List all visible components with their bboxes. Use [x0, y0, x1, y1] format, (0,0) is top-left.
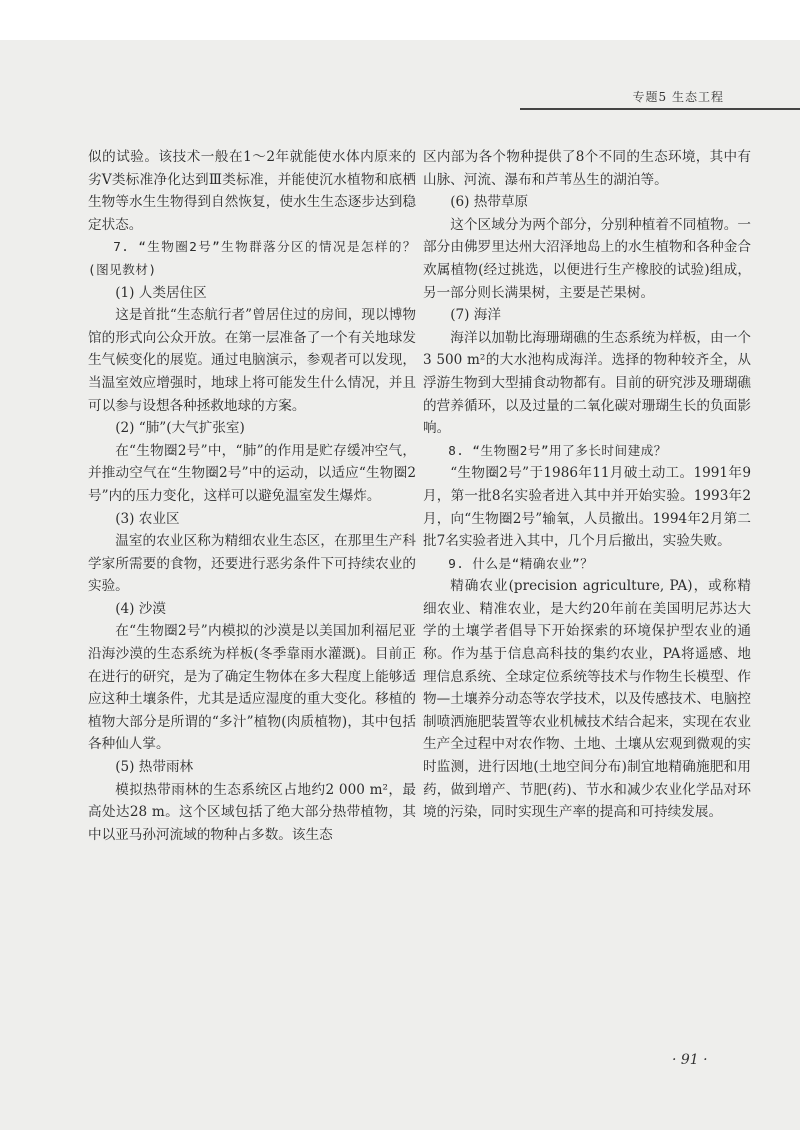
paragraph: 海洋以加勒比海珊瑚礁的生态系统为样板，由一个3 500 m²的大水池构成海洋。选择的物种较齐全，从浮游生物到大型捕食动物都有。目前的研究涉及珊瑚礁的营养循环，以及过量的二氧化碳对珊瑚生长的负面影响。: [423, 329, 751, 437]
paragraph: 似的试验。该技术一般在1～2年就能使水体内原来的劣Ⅴ类标准净化达到Ⅲ类标准，并能使沉水植物和底栖生物等水生生物得到自然恢复，使水生生态逐步达到稳定状态。: [88, 149, 416, 233]
header-rule: [520, 108, 800, 110]
paragraph: 在“生物圈2号”中，“肺”的作用是贮存缓冲空气，并推动空气在“生物圈2号”中的运动，以适应“生物圈2号”内的压力变化，这样可以避免温室发生爆炸。: [88, 442, 416, 504]
left-column: [88, 146, 416, 846]
paragraph: 温室的农业区称为精细农业生态区，在那里生产科学家所需要的食物，还要进行恶劣条件下可持续农业的实验。: [88, 533, 416, 595]
section-heading: (4) 沙漠: [115, 600, 166, 617]
section-heading: (3) 农业区: [115, 510, 180, 527]
question-heading: 8. “生物圈2号”用了多长时间建成？: [448, 442, 667, 458]
paragraph: 区内部为各个物种提供了8个不同的生态环境，其中有山脉、河流、瀑布和芦苇丛生的湖泊等。: [423, 149, 751, 188]
section-heading: (5) 热带雨林: [115, 759, 194, 776]
running-header: 专题5 生态工程: [632, 90, 724, 104]
paragraph: 这个区域分为两个部分，分别种植着不同植物。一部分由佛罗里达州大沼泽地岛上的水生植物和各种金合欢属植物(经过挑选，以便进行生产橡胶的试验)组成，另一部分则长满果树，主要是芒果树。: [423, 216, 751, 301]
right-column: [423, 146, 751, 824]
paragraph: 模拟热带雨林的生态系统区占地约2 000 m²，最高处达28 m。这个区域包括了绝大部分热带植物，其中以亚马孙河流域的物种占多数。该生态: [88, 781, 416, 843]
section-heading: (6) 热带草原: [450, 194, 529, 211]
question-heading: 9. 什么是“精确农业”？: [448, 555, 594, 571]
question-heading: 7. “生物圈2号”生物群落分区的情况是怎样的？(图见教材): [88, 239, 416, 277]
section-heading: (7) 海洋: [450, 307, 501, 324]
section-heading: (1) 人类居住区: [115, 284, 207, 301]
paragraph: 这是首批“生态航行者”曾居住过的房间，现以博物馆的形式向公众开放。在第一层准备了一个有关地球发生气候变化的展览。通过电脑演示，参观者可以发现，当温室效应增强时，地球上将可能发生什么情况，并且可以参与设想各种拯救地球的方案。: [88, 307, 416, 414]
paragraph: 在“生物圈2号”内模拟的沙漠是以美国加利福尼亚沿海沙漠的生态系统为样板(冬季靠雨水灌溉)。目前正在进行的研究，是为了确定生物体在多大程度上能够适应这种土壤条件，尤其是适应湿度的重大变化。移植的植物大部分是所谓的“多汁”植物(肉质植物)，其中包括各种仙人掌。: [88, 623, 416, 753]
paragraph: “生物圈2号”于1986年11月破土动工。1991年9月，第一批8名实验者进入其中并开始实验。1993年2月，向“生物圈2号”输氧，人员撤出。1994年2月第二批7名实验者进入其中，几个月后撤出，实验失败。: [423, 465, 751, 550]
section-heading: (2) “肺”(大气扩张室): [115, 420, 245, 437]
page-number: · 91 ·: [672, 1052, 708, 1068]
paragraph: 精确农业(precision agriculture, PA)，或称精细农业、精准农业，是大约20年前在美国明尼苏达大学的土壤学者倡导下开始探索的环境保护型农业的通称。作为基于信息高科技的集约农业，PA将遥感、地理信息系统、全球定位系统等技术与作物生长模型、作物—土壤养分动态等农学技术，以及传感技术、电脑控制喷洒施肥装置等农业机械技术结合起来，实现在农业生产全过程中对农作物、土地、土壤从宏观到微观的实时监测，进行因地(土地空间分布)制宜地精确施肥和用药，做到增产、节肥(药)、节水和减少农业化学品对环境的污染，同时实现生产率的提高和可持续发展。: [423, 578, 751, 821]
